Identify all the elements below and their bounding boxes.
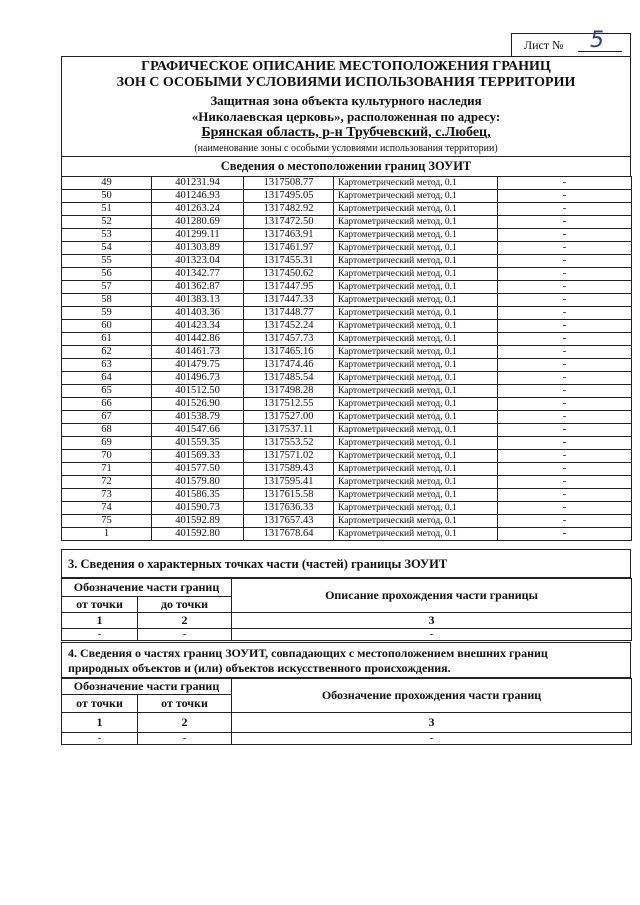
note-cell: -: [498, 437, 632, 450]
x-coordinate-cell: 401526.90: [152, 398, 244, 411]
y-coordinate-cell: 1317595.41: [244, 476, 334, 489]
method-cell: Картометрический метод, 0.1: [334, 268, 498, 281]
coordinates-table: [61, 176, 632, 541]
section3-cell: -: [232, 629, 632, 641]
method-cell: Картометрический метод, 0.1: [334, 333, 498, 346]
section4-col-num: 3: [232, 713, 632, 733]
table-row: [62, 177, 632, 190]
table-row: [62, 398, 632, 411]
method-cell: Картометрический метод, 0.1: [334, 229, 498, 242]
x-coordinate-cell: 401538.79: [152, 411, 244, 424]
point-number-cell: 60: [62, 320, 152, 333]
table-row: [62, 346, 632, 359]
method-cell: Картометрический метод, 0.1: [334, 515, 498, 528]
note-cell: -: [498, 489, 632, 502]
section4-table: [61, 678, 632, 745]
note-cell: -: [498, 190, 632, 203]
y-coordinate-cell: 1317465.16: [244, 346, 334, 359]
method-cell: Картометрический метод, 0.1: [334, 385, 498, 398]
point-number-cell: 54: [62, 242, 152, 255]
x-coordinate-cell: 401231.94: [152, 177, 244, 190]
sheet-number-box: [511, 28, 631, 57]
table-row: [62, 502, 632, 515]
point-number-cell: 68: [62, 424, 152, 437]
table-row: [62, 242, 632, 255]
point-number-cell: 61: [62, 333, 152, 346]
method-cell: Картометрический метод, 0.1: [334, 190, 498, 203]
point-number-cell: 52: [62, 216, 152, 229]
table-row: [62, 190, 632, 203]
y-coordinate-cell: 1317508.77: [244, 177, 334, 190]
section4-title-line1: 4. Сведения о частях границ ЗОУИТ, совпадающих с местоположением внешних границ: [68, 646, 548, 660]
note-cell: -: [498, 463, 632, 476]
y-coordinate-cell: 1317482.92: [244, 203, 334, 216]
method-cell: Картометрический метод, 0.1: [334, 372, 498, 385]
header-caption: (наименование зоны с особыми условиями использования территории): [194, 143, 498, 154]
point-number-cell: 75: [62, 515, 152, 528]
note-cell: -: [498, 203, 632, 216]
point-number-cell: 71: [62, 463, 152, 476]
table-row: [62, 450, 632, 463]
x-coordinate-cell: 401342.77: [152, 268, 244, 281]
y-coordinate-cell: 1317537.11: [244, 424, 334, 437]
section3-col-num: 3: [232, 613, 632, 629]
section3-group-header: Обозначение части границ: [62, 579, 232, 597]
method-cell: Картометрический метод, 0.1: [334, 476, 498, 489]
method-cell: Картометрический метод, 0.1: [334, 528, 498, 541]
section3-to-header: до точки: [138, 597, 232, 613]
y-coordinate-cell: 1317553.52: [244, 437, 334, 450]
x-coordinate-cell: 401559.35: [152, 437, 244, 450]
table-row: [62, 320, 632, 333]
x-coordinate-cell: 401496.73: [152, 372, 244, 385]
point-number-cell: 63: [62, 359, 152, 372]
point-number-cell: 1: [62, 528, 152, 541]
y-coordinate-cell: 1317472.50: [244, 216, 334, 229]
method-cell: Картометрический метод, 0.1: [334, 307, 498, 320]
table-row: [62, 463, 632, 476]
section3-cell: -: [62, 629, 138, 641]
sheet-number: 5: [590, 28, 604, 53]
table-row: [62, 281, 632, 294]
y-coordinate-cell: 1317498.28: [244, 385, 334, 398]
x-coordinate-cell: 401461.73: [152, 346, 244, 359]
point-number-cell: 65: [62, 385, 152, 398]
section4-to-header: от точки: [138, 695, 232, 713]
point-number-cell: 64: [62, 372, 152, 385]
point-number-cell: 59: [62, 307, 152, 320]
header-zone-type: Защитная зона объекта культурного наследия: [210, 93, 482, 108]
section4-col-num: 1: [62, 713, 138, 733]
note-cell: -: [498, 229, 632, 242]
header-title-line2: ЗОН С ОСОБЫМИ УСЛОВИЯМИ ИСПОЛЬЗОВАНИЯ ТЕРРИТОРИИ: [116, 75, 576, 90]
y-coordinate-cell: 1317636.33: [244, 502, 334, 515]
x-coordinate-cell: 401299.11: [152, 229, 244, 242]
x-coordinate-cell: 401512.50: [152, 385, 244, 398]
y-coordinate-cell: 1317512.55: [244, 398, 334, 411]
section4-title: [61, 642, 631, 678]
method-cell: Картометрический метод, 0.1: [334, 450, 498, 463]
point-number-cell: 51: [62, 203, 152, 216]
point-number-cell: 58: [62, 294, 152, 307]
table-row: [62, 268, 632, 281]
table-row: [62, 203, 632, 216]
section3-table: [61, 578, 632, 641]
note-cell: -: [498, 320, 632, 333]
note-cell: -: [498, 359, 632, 372]
method-cell: Картометрический метод, 0.1: [334, 424, 498, 437]
section3-desc-header: Описание прохождения части границы: [232, 579, 632, 613]
table-row: [62, 359, 632, 372]
y-coordinate-cell: 1317571.02: [244, 450, 334, 463]
note-cell: -: [498, 502, 632, 515]
table-row: [62, 229, 632, 242]
document-header: [61, 56, 631, 157]
method-cell: Картометрический метод, 0.1: [334, 463, 498, 476]
y-coordinate-cell: 1317589.43: [244, 463, 334, 476]
note-cell: -: [498, 372, 632, 385]
table-row: [62, 515, 632, 528]
y-coordinate-cell: 1317455.31: [244, 255, 334, 268]
section3-col-num: 1: [62, 613, 138, 629]
coords-section-title: Сведения о местоположении границ ЗОУИТ: [61, 157, 631, 177]
note-cell: -: [498, 450, 632, 463]
table-row: [62, 255, 632, 268]
note-cell: -: [498, 515, 632, 528]
y-coordinate-cell: 1317527.00: [244, 411, 334, 424]
point-number-cell: 57: [62, 281, 152, 294]
note-cell: -: [498, 333, 632, 346]
section4-cell: -: [62, 733, 138, 745]
section4-cell: -: [138, 733, 232, 745]
x-coordinate-cell: 401280.69: [152, 216, 244, 229]
section4-cell: -: [232, 733, 632, 745]
note-cell: -: [498, 476, 632, 489]
table-row: [62, 385, 632, 398]
method-cell: Картометрический метод, 0.1: [334, 437, 498, 450]
point-number-cell: 53: [62, 229, 152, 242]
section4-from-header: от точки: [62, 695, 138, 713]
x-coordinate-cell: 401263.24: [152, 203, 244, 216]
table-row: [62, 307, 632, 320]
point-number-cell: 74: [62, 502, 152, 515]
method-cell: Картометрический метод, 0.1: [334, 359, 498, 372]
point-number-cell: 72: [62, 476, 152, 489]
y-coordinate-cell: 1317474.46: [244, 359, 334, 372]
method-cell: Картометрический метод, 0.1: [334, 294, 498, 307]
y-coordinate-cell: 1317448.77: [244, 307, 334, 320]
x-coordinate-cell: 401383.13: [152, 294, 244, 307]
y-coordinate-cell: 1317452.24: [244, 320, 334, 333]
section4-col-num: 2: [138, 713, 232, 733]
table-row: [62, 294, 632, 307]
note-cell: -: [498, 216, 632, 229]
method-cell: Картометрический метод, 0.1: [334, 398, 498, 411]
table-row: [62, 437, 632, 450]
table-row: [62, 528, 632, 541]
y-coordinate-cell: 1317615.58: [244, 489, 334, 502]
method-cell: Картометрический метод, 0.1: [334, 502, 498, 515]
note-cell: -: [498, 242, 632, 255]
x-coordinate-cell: 401590.73: [152, 502, 244, 515]
x-coordinate-cell: 401479.75: [152, 359, 244, 372]
section4-desc-header: Обозначение прохождения части границ: [232, 679, 632, 713]
x-coordinate-cell: 401577.50: [152, 463, 244, 476]
y-coordinate-cell: 1317463.91: [244, 229, 334, 242]
note-cell: -: [498, 307, 632, 320]
point-number-cell: 50: [62, 190, 152, 203]
method-cell: Картометрический метод, 0.1: [334, 242, 498, 255]
header-title-line1: ГРАФИЧЕСКОЕ ОПИСАНИЕ МЕСТОПОЛОЖЕНИЯ ГРАНИЦ: [141, 59, 551, 74]
point-number-cell: 66: [62, 398, 152, 411]
section3-cell: -: [138, 629, 232, 641]
x-coordinate-cell: 401303.89: [152, 242, 244, 255]
note-cell: -: [498, 294, 632, 307]
x-coordinate-cell: 401592.89: [152, 515, 244, 528]
x-coordinate-cell: 401592.80: [152, 528, 244, 541]
table-row: [62, 424, 632, 437]
note-cell: -: [498, 528, 632, 541]
method-cell: Картометрический метод, 0.1: [334, 281, 498, 294]
x-coordinate-cell: 401569.33: [152, 450, 244, 463]
point-number-cell: 69: [62, 437, 152, 450]
y-coordinate-cell: 1317461.97: [244, 242, 334, 255]
note-cell: -: [498, 268, 632, 281]
table-row: [62, 411, 632, 424]
method-cell: Картометрический метод, 0.1: [334, 320, 498, 333]
section4-title-line2: природных объектов и (или) объектов искусственного происхождения.: [68, 661, 451, 675]
y-coordinate-cell: 1317457.73: [244, 333, 334, 346]
x-coordinate-cell: 401246.93: [152, 190, 244, 203]
x-coordinate-cell: 401323.04: [152, 255, 244, 268]
note-cell: -: [498, 398, 632, 411]
point-number-cell: 73: [62, 489, 152, 502]
method-cell: Картометрический метод, 0.1: [334, 216, 498, 229]
section3-from-header: от точки: [62, 597, 138, 613]
header-address-text: Брянская область, р-н Трубчевский, с.Любец,: [201, 125, 491, 140]
table-row: [62, 489, 632, 502]
header-address: [62, 125, 630, 141]
note-cell: -: [498, 255, 632, 268]
table-row: [62, 372, 632, 385]
point-number-cell: 55: [62, 255, 152, 268]
coordinates-table-body: [62, 177, 632, 541]
method-cell: Картометрический метод, 0.1: [334, 346, 498, 359]
y-coordinate-cell: 1317678.64: [244, 528, 334, 541]
x-coordinate-cell: 401579.80: [152, 476, 244, 489]
y-coordinate-cell: 1317450.62: [244, 268, 334, 281]
sheet-label: Лист №: [524, 38, 564, 52]
note-cell: -: [498, 424, 632, 437]
section3-title: 3. Сведения о характерных точках части (частей) границы ЗОУИТ: [61, 549, 631, 578]
header-object-name: «Николаевская церковь», расположенная по адресу:: [191, 109, 501, 124]
method-cell: Картометрический метод, 0.1: [334, 203, 498, 216]
point-number-cell: 62: [62, 346, 152, 359]
method-cell: Картометрический метод, 0.1: [334, 489, 498, 502]
point-number-cell: 67: [62, 411, 152, 424]
y-coordinate-cell: 1317657.43: [244, 515, 334, 528]
note-cell: -: [498, 281, 632, 294]
note-cell: -: [498, 177, 632, 190]
x-coordinate-cell: 401586.35: [152, 489, 244, 502]
x-coordinate-cell: 401547.66: [152, 424, 244, 437]
note-cell: -: [498, 411, 632, 424]
method-cell: Картометрический метод, 0.1: [334, 255, 498, 268]
section4-group-header: Обозначение части границ: [62, 679, 232, 695]
table-row: [62, 216, 632, 229]
point-number-cell: 49: [62, 177, 152, 190]
x-coordinate-cell: 401403.36: [152, 307, 244, 320]
table-row: [62, 333, 632, 346]
method-cell: Картометрический метод, 0.1: [334, 411, 498, 424]
y-coordinate-cell: 1317447.33: [244, 294, 334, 307]
y-coordinate-cell: 1317485.54: [244, 372, 334, 385]
x-coordinate-cell: 401442.86: [152, 333, 244, 346]
note-cell: -: [498, 385, 632, 398]
note-cell: -: [498, 346, 632, 359]
table-row: [62, 476, 632, 489]
y-coordinate-cell: 1317447.95: [244, 281, 334, 294]
y-coordinate-cell: 1317495.05: [244, 190, 334, 203]
x-coordinate-cell: 401423.34: [152, 320, 244, 333]
section3-col-num: 2: [138, 613, 232, 629]
point-number-cell: 56: [62, 268, 152, 281]
point-number-cell: 70: [62, 450, 152, 463]
method-cell: Картометрический метод, 0.1: [334, 177, 498, 190]
x-coordinate-cell: 401362.87: [152, 281, 244, 294]
